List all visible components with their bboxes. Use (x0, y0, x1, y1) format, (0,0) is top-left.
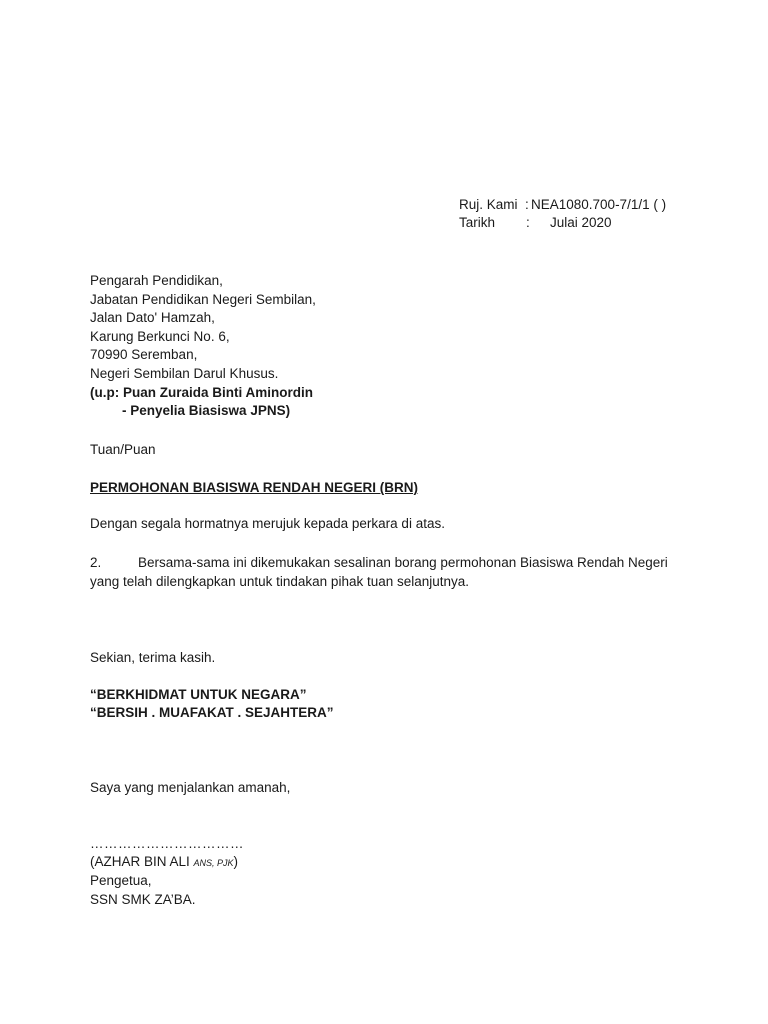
salutation: Tuan/Puan (90, 442, 156, 457)
paragraph-2-line-1: Bersama-sama ini dikemukakan sesalinan borang permohonan Biasiswa Rendah Negeri (138, 555, 668, 570)
signature-dots: …………………………… (90, 836, 244, 851)
signatory-name-text: (AZHAR BIN ALI (90, 854, 194, 869)
address-line: 70990 Seremban, (90, 347, 198, 363)
paragraph-1: Dengan segala hormatnya merujuk kepada perkara di atas. (90, 516, 445, 531)
recipient-address (90, 272, 316, 421)
letter-subject: PERMOHONAN BIASISWA RENDAH NEGERI (BRN) (90, 480, 419, 495)
motto-line-1: “BERKHIDMAT UNTUK NEGARA” (90, 687, 307, 702)
reference-value: NEA1080.700-7/1/1 ( ) (531, 197, 667, 212)
signatory-name-close: ) (233, 854, 239, 869)
attention-line: (u.p: Puan Zuraida Binti Aminordin (90, 384, 313, 400)
reference-label: Ruj. Kami (459, 197, 518, 212)
signatory-title: Pengetua, (90, 873, 152, 888)
signatory-honorifics: ANS, PJK (193, 858, 234, 868)
motto-line-2: “BERSIH . MUAFAKAT . SEJAHTERA” (90, 705, 334, 720)
date-value: Julai 2020 (550, 215, 612, 230)
paragraph-2 (90, 553, 690, 591)
address-line: Pengarah Pendidikan, (90, 273, 223, 288)
address-line: Negeri Sembilan Darul Khusus. (90, 365, 279, 381)
signatory-name (90, 853, 238, 872)
signatory-school: SSN SMK ZA’BA. (90, 892, 196, 907)
address-line: Jabatan Pendidikan Negeri Sembilan, (90, 291, 316, 307)
closing-line: Sekian, terima kasih. (90, 650, 216, 665)
address-line: Karung Berkunci No. 6, (90, 328, 230, 344)
date-colon: : (526, 215, 530, 230)
reference-colon: : (525, 197, 529, 212)
date-label: Tarikh (459, 215, 496, 230)
paragraph-number: 2. (90, 555, 102, 570)
paragraph-2-line-2: yang telah dilengkapkan untuk tindakan pihak tuan selanjutnya. (90, 574, 470, 589)
sign-off: Saya yang menjalankan amanah, (90, 780, 291, 795)
address-line: Jalan Dato' Hamzah, (90, 310, 215, 326)
attention-role-line: - Penyelia Biasiswa JPNS) (122, 403, 291, 419)
